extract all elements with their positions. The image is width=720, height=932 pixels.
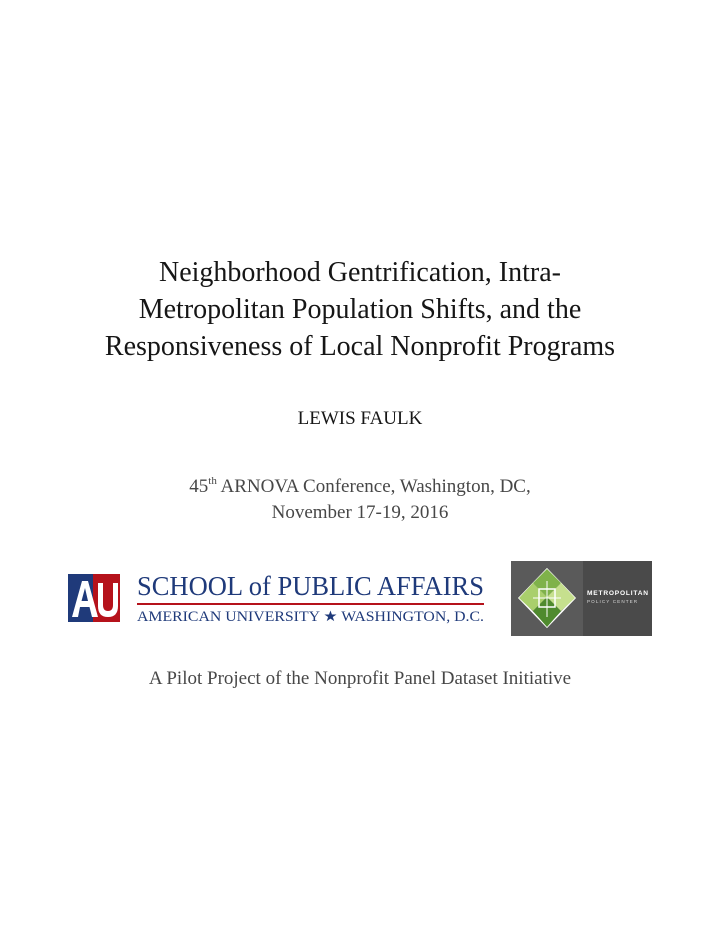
au-monogram-icon [68,574,120,622]
project-subtitle: A Pilot Project of the Nonprofit Panel Dataset Initiative [148,668,572,689]
conference-line-1 [60,474,660,500]
conference-dates: November 17-19, 2016 [271,502,449,523]
metro-logo-mark-panel [511,561,583,636]
conference-number: 45 [189,476,209,497]
metro-logo-line-1: METROPOLITAN [587,590,649,597]
conference-info [60,474,660,526]
spa-logo-subtitle: AMERICAN UNIVERSITY ★ WASHINGTON, D.C. [137,609,484,625]
metro-diamond-icon [511,561,583,636]
metro-logo-line-2: POLICY CENTER [587,599,639,604]
conference-name: ARNOVA Conference, Washington, DC, [216,476,531,497]
metropolitan-policy-center-logo [511,561,652,636]
school-of-public-affairs-logo [68,569,492,635]
spa-logo-title: SCHOOL of PUBLIC AFFAIRS [137,571,484,601]
title-line-3: Responsiveness of Local Nonprofit Programs [104,331,616,362]
metro-logo-text [587,590,649,605]
conference-ordinal: th [208,475,217,487]
title-line-1: Neighborhood Gentrification, Intra- [159,257,561,288]
title-line-2: Metropolitan Population Shifts, and the [138,294,582,325]
author-name: LEWIS FAULK [297,408,423,429]
slide-title [40,254,680,365]
